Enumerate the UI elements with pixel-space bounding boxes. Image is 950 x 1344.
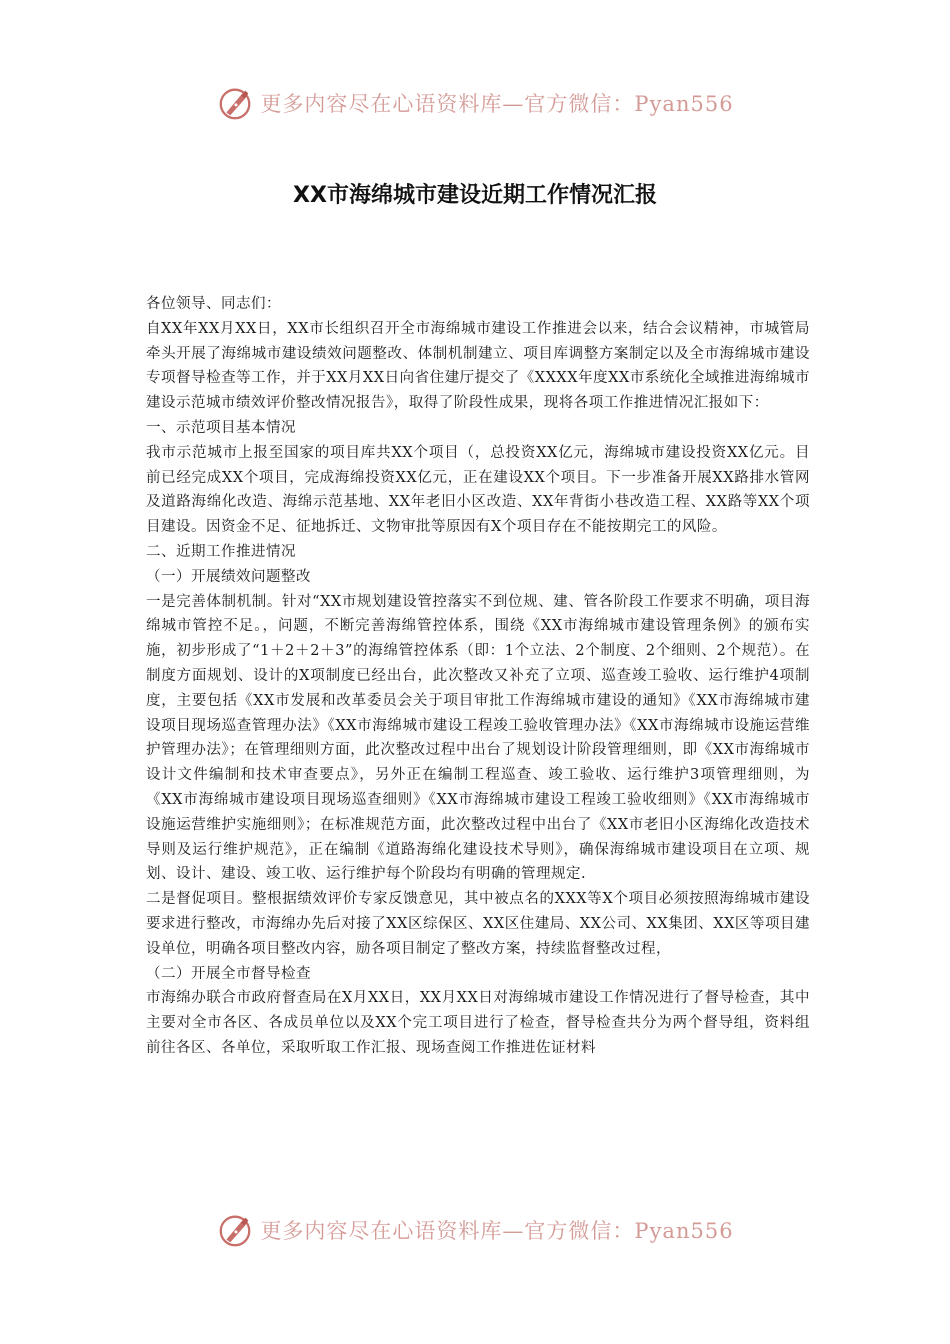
salutation: 各位领导、同志们： [146, 296, 281, 312]
pen-nib-logo-icon [216, 84, 254, 122]
watermark-text: 更多内容尽在心语资料库—官方微信：Pyan556 [260, 1219, 734, 1243]
supervision-paragraph: 二是督促项目。整根据绩效评价专家反馈意见，其中被点名的XXX等X个项目必须按照海绵城市建设要求进行整改，市海绵办先后对接了XX区综保区、XX区住建局、XX公司、XX集团、XX区等项目建设单位，明确各项目整改内容，励各项目制定了整改方案，持续监督整改过程， [146, 891, 810, 957]
section-heading-2: 二、近期工作推进情况 [146, 543, 296, 560]
watermark-header [0, 84, 950, 122]
document-body [146, 292, 810, 1061]
inspection-paragraph: 市海绵办联合市政府督查局在X月XX日，XX月XX日对海绵城市建设工作情况进行了督导检查，其中主要对全市各区、各成员单位以及XX个完工项目进行了检查，督导检查共分为两个督导组，资料组前往各区、各单位，采取听取工作汇报、现场查阅工作推进佐证材料 [146, 990, 810, 1056]
section-heading-1: 一、示范项目基本情况 [146, 419, 296, 436]
watermark-text: 更多内容尽在心语资料库—官方微信：Pyan556 [260, 92, 734, 116]
watermark-footer [0, 1211, 950, 1249]
subsection-heading-1: （一）开展绩效问题整改 [146, 568, 311, 585]
section-1-paragraph: 我市示范城市上报至国家的项目库共XX个项目（，总投资XX亿元，海绵城市建设投资XX亿元。目前已经完成XX个项目，完成海绵投资XX亿元，正在建设XX个项目。下一步准备开展XX路排水管网及道路海绵化改造、海绵示范基地、XX年老旧小区改造、XX年背街小巷改造工程、XX路等XX个项目建设。因资金不足、征地拆迁、文物审批等原因有X个项目存在不能按期完工的风险。 [146, 444, 810, 536]
document-title: XX市海绵城市建设近期工作情况汇报 [293, 183, 657, 208]
mechanism-paragraph: 一是完善体制机制。针对“XX市规划建设管控落实不到位规、建、管各阶段工作要求不明确，项目海绵城市管控不足。，问题，不断完善海绵管控体系，围绕《XX市海绵城市建设管理条例》的颁布实施，初步形成了“1＋2＋2＋3”的海绵管控体系（即：1个立法、2个制度、2个细则、2个规范）。在制度方面规划、设计的X项制度已经出台，此次整改又补充了立项、巡查竣工验收、运行维护4项制度，主要包括《XX市发展和改革委员会关于项目审批工作海绵城市建设的通知》《XX市海绵城市建设项目现场巡查管理办法》《XX市海绵城市建设工程竣工验收管理办法》《XX市海绵城市设施运营维护管理办法》；在管理细则方面，此次整改过程中出台了规划设计阶段管理细则，即《XX市海绵城市设计文件编制和技术审查要点》，另外正在编制工程巡查、竣工验收、运行维护3项管理细则，为《XX市海绵城市建设项目现场巡查细则》《XX市海绵城市建设工程竣工验收细则》《XX市海绵城市设施运营维护实施细则》；在标准规范方面，此次整改过程中出台了《XX市老旧小区海绵化改造技术导则及运行维护规范》，正在编制《道路海绵化建设技术导则》，确保海绵城市建设项目在立项、规划、设计、建设、竣工收、运行维护每个阶段均有明确的管理规定. [146, 593, 810, 883]
intro-paragraph: 自XX年XX月XX日，XX市长组织召开全市海绵城市建设工作推进会以来，结合会议精神，市城管局牵头开展了海绵城市建设绩效问题整改、体制机制建立、项目库调整方案制定以及全市海绵城市建设专项督导检查等工作，并于XX月XX日向省住建厅提交了《XXXX年度XX市系统化全域推进海绵城市建设示范城市绩效评价整改情况报告》，取得了阶段性成果，现将各项工作推进情况汇报如下： [146, 320, 810, 412]
pen-nib-logo-icon [216, 1211, 254, 1249]
subsection-heading-2: （二）开展全市督导检查 [146, 965, 311, 982]
